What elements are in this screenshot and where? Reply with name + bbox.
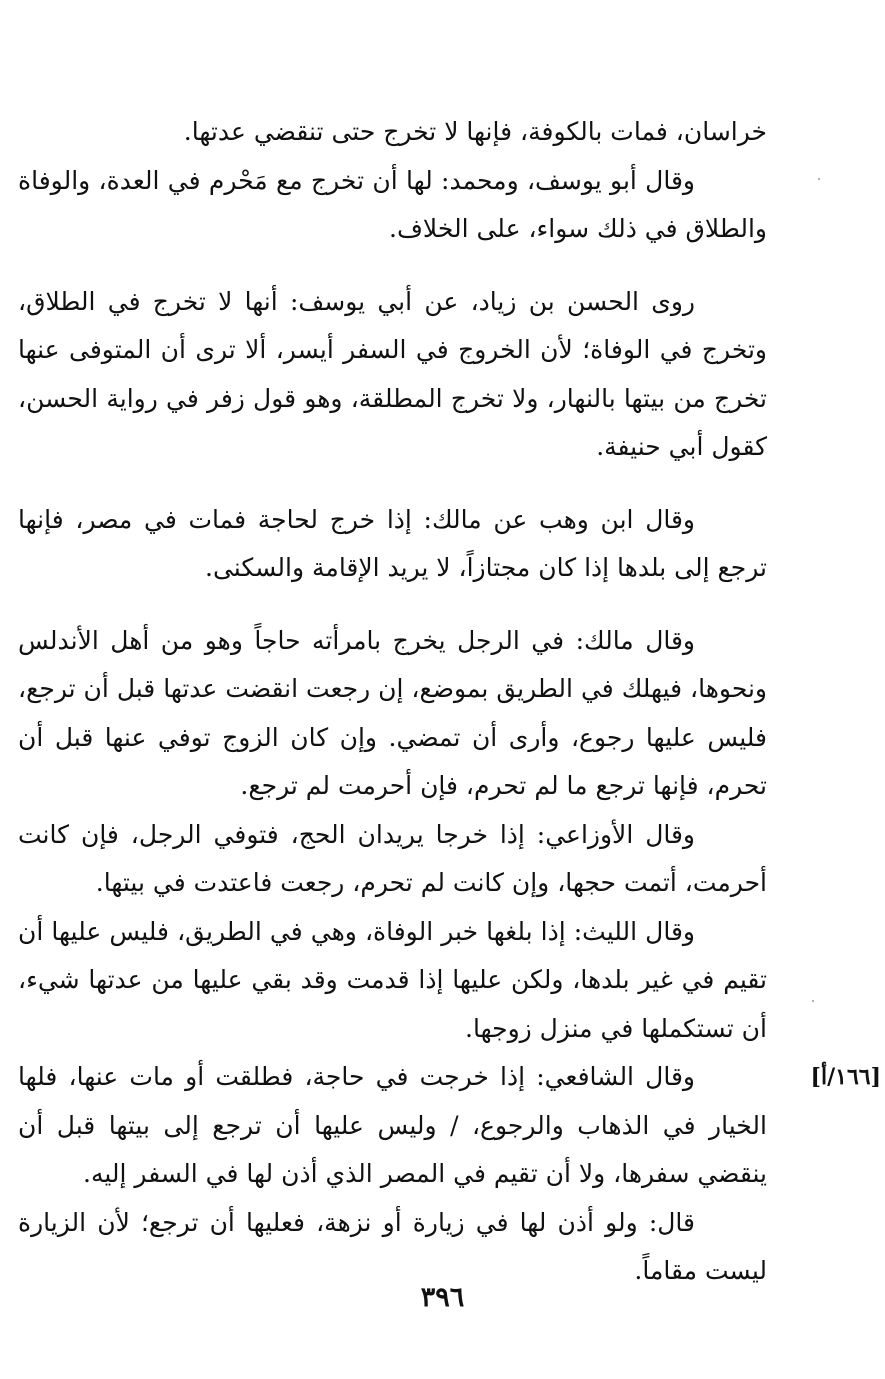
page-number: ٣٩٦ [420,1282,465,1313]
scan-speck [818,178,820,180]
paragraph-ibn-wahb: وقال ابن وهب عن مالك: إذا خرج لحاجة فمات في مصر، فإنها ترجع إلى بلدها إذا كان مجتازاً، لا يريد الإقامة والسكنى. [18,504,767,582]
paragraph-shafii: وقال الشافعي: إذا خرجت في حاجة، فطلقت أو مات عنها، فلها الخيار في الذهاب والرجوع، / وليس عليها أن ترجع إلى بيتها قبل أن ينقضي سفرها، ولا أن تقيم في المصر الذي أذن لها في السفر إليه. [18,1062,767,1188]
paragraph-ziyara: قال: ولو أذن لها في زيارة أو نزهة، فعليها أن ترجع؛ لأن الزيارة ليست مقاماً. [18,1207,767,1285]
paragraph-continuation: خراسان، فمات بالكوفة، فإنها لا تخرج حتى تنقضي عدتها. [183,117,767,146]
paragraph-awzai: وقال الأوزاعي: إذا خرجا يريدان الحج، فتوفي الرجل، فإن كانت أحرمت، أتمت حجها، وإن كانت لم تحرم، رجعت فاعتدت في بيتها. [18,819,767,897]
paragraph-hasan-ibn-ziyad: روى الحسن بن زياد، عن أبي يوسف: أنها لا تخرج في الطلاق، وتخرج في الوفاة؛ لأن الخروج في السفر أيسر، ألا ترى أن المتوفى عنها تخرج من بيتها بالنهار، ولا تخرج المطلقة، وهو قول زفر في رواية الحسن، كقول أبي حنيفة. [18,286,767,461]
paragraph-malik: وقال مالك: في الرجل يخرج بامرأته حاجاً وهو من أهل الأندلس ونحوها، فيهلك في الطريق بموضع، إن رجعت انقضت عدتها قبل أن ترجع، فليس عليها رجوع، وأرى أن تمضي. وإن كان الزوج توفي عنها قبل أن تحرم، فإنها ترجع ما لم تحرم، فإن أحرمت لم ترجع. [18,625,767,800]
paragraph-abu-yusuf: وقال أبو يوسف، ومحمد: لها أن تخرج مع مَحْرم في العدة، والوفاة والطلاق في ذلك سواء، على الخلاف. [18,165,767,243]
scan-speck [812,1000,814,1002]
paragraph-layth: وقال الليث: إذا بلغها خبر الوفاة، وهي في الطريق، فليس عليها أن تقيم في غير بلدها، ولكن عليها إذا قدمت وقد بقي عليها من عدتها شيء، أن تستكملها في منزل زوجها. [18,916,767,1043]
body-text [18,108,767,1296]
folio-margin-note: [١٦٦/أ] [810,1064,881,1090]
